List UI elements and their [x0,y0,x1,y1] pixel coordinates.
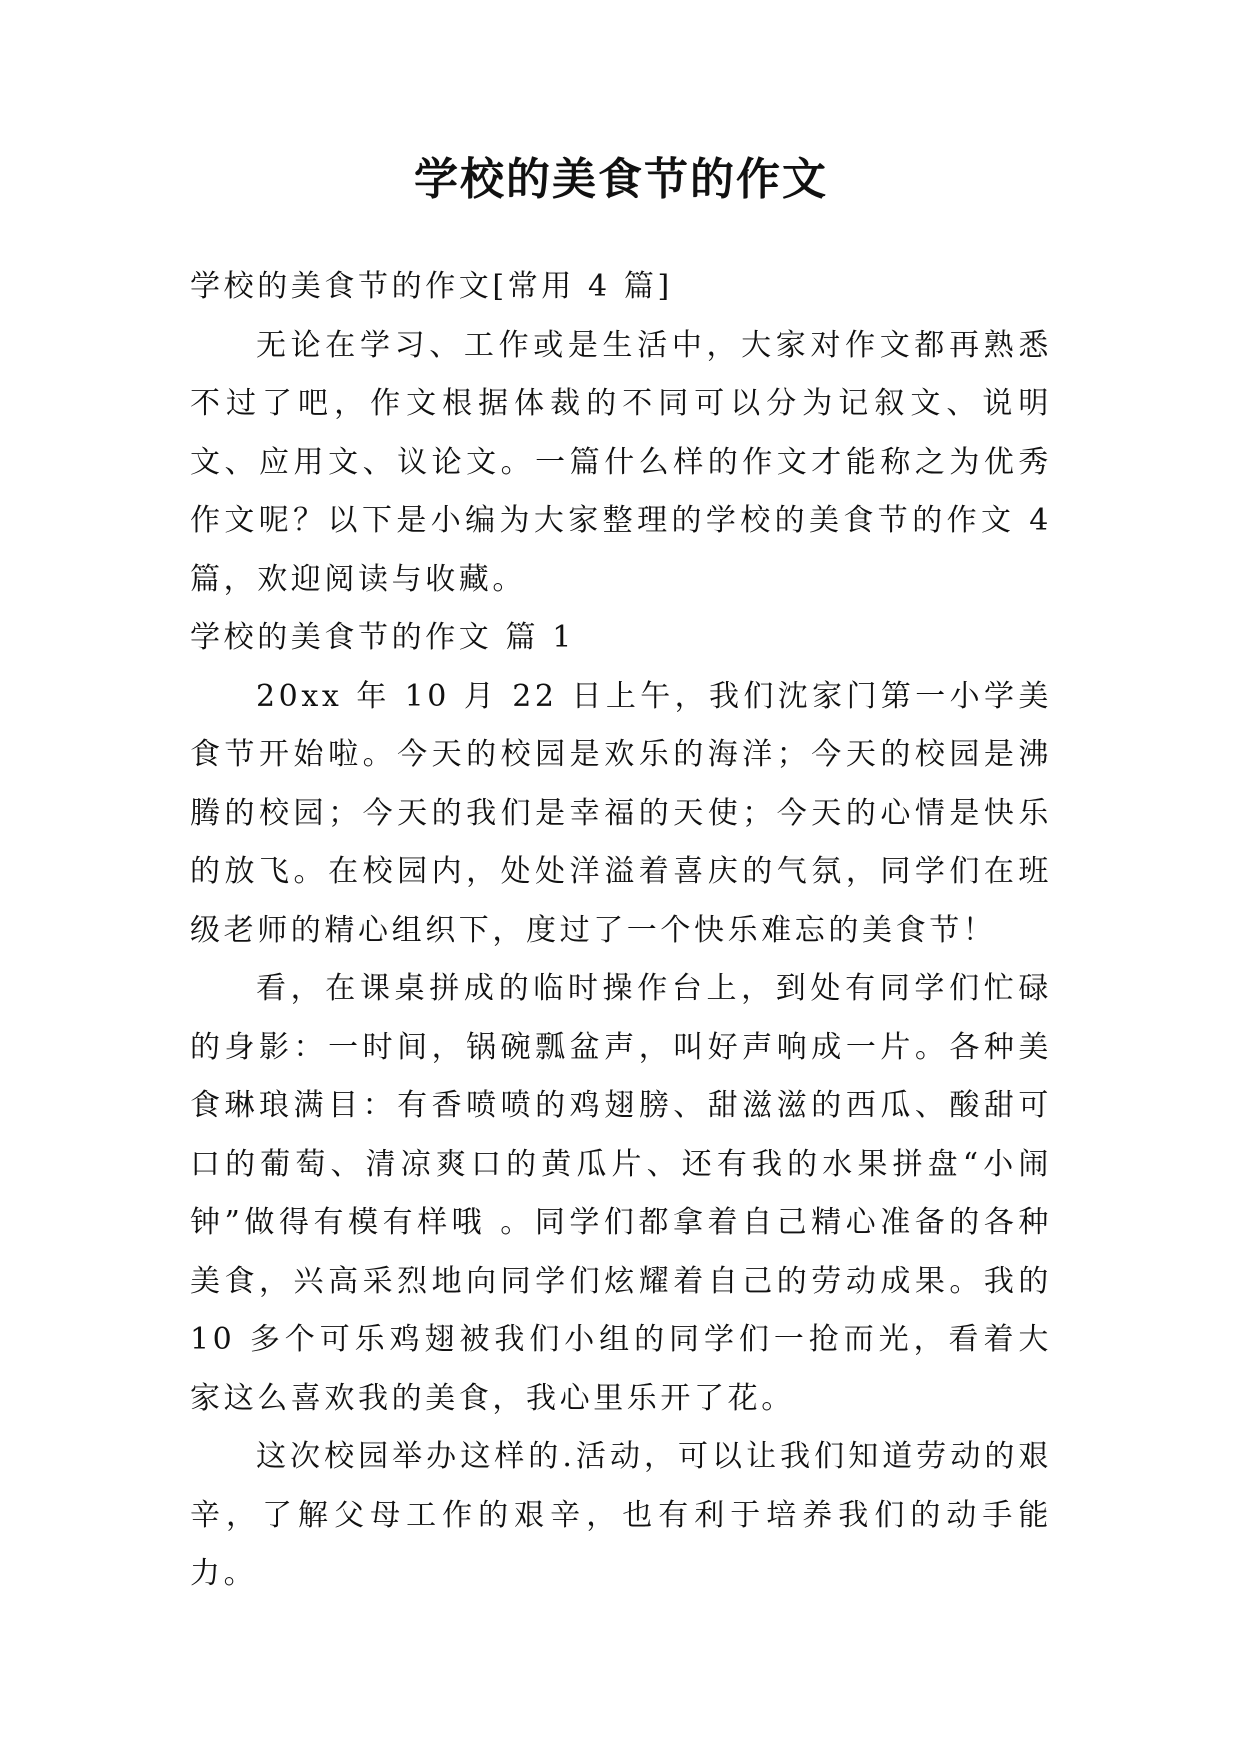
intro-paragraph: 无论在学习、工作或是生活中，大家对作文都再熟悉不过了吧，作文根据体裁的不同可以分为记叙文、说明文、应用文、议论文。一篇什么样的作文才能称之为优秀作文呢？以下是小编为大家整理的学校的美食节的作文 4 篇，欢迎阅读与收藏。 [190,327,1052,597]
section-paragraph: 20xx 年 10 月 22 日上午，我们沈家门第一小学美食节开始啦。今天的校园是欢乐的海洋；今天的校园是沸腾的校园；今天的我们是幸福的天使；今天的心情是快乐的放飞。在校园内，处处洋溢着喜庆的气氛，同学们在班级老师的精心组织下，度过了一个快乐难忘的美食节！ [190,678,1052,948]
document-subtitle: 学校的美食节的作文[常用 4 篇] [190,269,673,304]
section-paragraph: 看，在课桌拼成的临时操作台上，到处有同学们忙碌的身影：一时间，锅碗瓢盆声，叫好声响成一片。各种美食琳琅满目：有香喷喷的鸡翅膀、甜滋滋的西瓜、酸甜可口的葡萄、清凉爽口的黄瓜片、还有我的水果拼盘“小闹钟”做得有模有样哦 。同学们都拿着自己精心准备的各种美食，兴高采烈地向同学们炫耀着自己的劳动成果。我的 10 多个可乐鸡翅被我们小组的同学们一抢而光，看着大家这么喜欢我的美食，我心里乐开了花。 [190,971,1052,1416]
section-heading: 学校的美食节的作文 篇 1 [190,620,575,655]
section-paragraph: 这次校园举办这样的.活动，可以让我们知道劳动的艰辛，了解父母工作的艰辛，也有利于培养我们的动手能力。 [190,1439,1052,1591]
document-body [190,258,1052,1604]
document-title: 学校的美食节的作文 [414,154,828,205]
